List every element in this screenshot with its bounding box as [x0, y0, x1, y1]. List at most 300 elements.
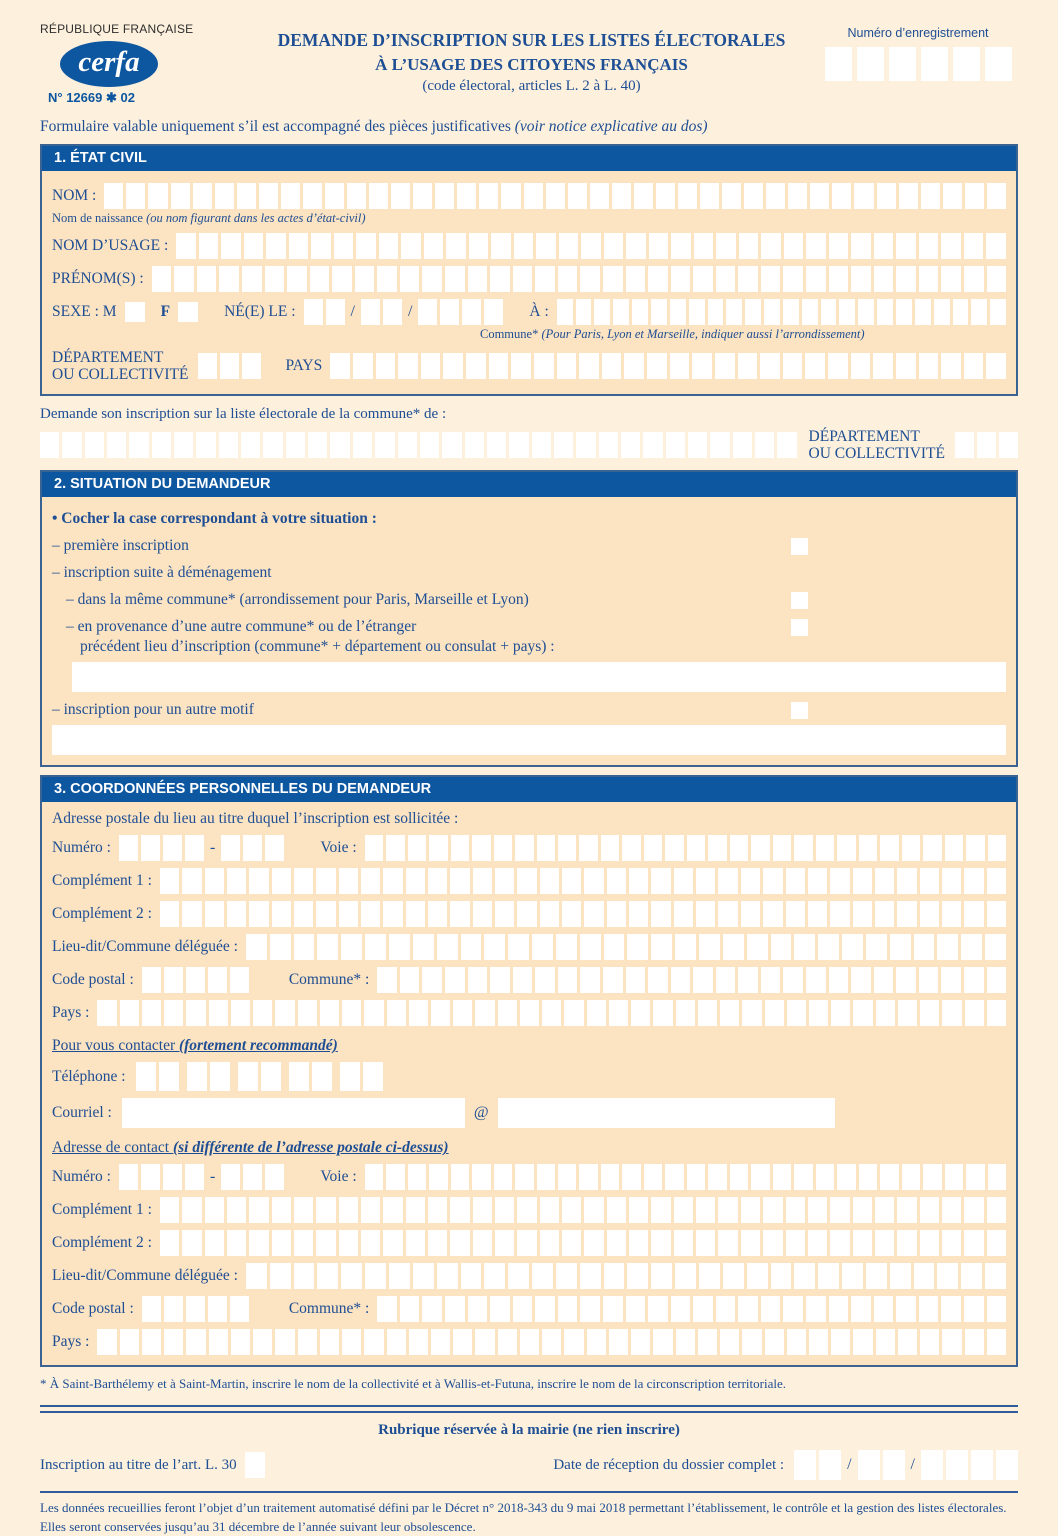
char-box[interactable]: [310, 266, 330, 292]
char-box[interactable]: [376, 353, 396, 379]
char-box[interactable]: [176, 233, 196, 259]
birth-day-input[interactable]: [304, 299, 345, 325]
char-box[interactable]: [437, 1263, 458, 1289]
char-box[interactable]: [580, 1296, 600, 1322]
char-box[interactable]: [607, 1230, 626, 1256]
char-box[interactable]: [806, 967, 826, 993]
char-box[interactable]: [602, 353, 622, 379]
char-box[interactable]: [413, 183, 432, 209]
char-box[interactable]: [532, 432, 551, 458]
char-box[interactable]: [674, 901, 693, 927]
char-box[interactable]: [424, 233, 444, 259]
char-box[interactable]: [540, 1197, 559, 1223]
char-box[interactable]: [718, 868, 737, 894]
contact-numero-input[interactable]: [119, 1164, 204, 1190]
char-box[interactable]: [186, 1000, 205, 1026]
char-box[interactable]: [773, 835, 791, 861]
char-box[interactable]: [653, 1329, 672, 1355]
char-box[interactable]: [495, 868, 514, 894]
char-box[interactable]: [696, 1197, 715, 1223]
char-box[interactable]: [819, 1450, 841, 1480]
char-box[interactable]: [440, 299, 459, 325]
char-box[interactable]: [985, 1263, 1006, 1289]
postal-numero-input[interactable]: [119, 835, 204, 861]
char-box[interactable]: [304, 299, 323, 325]
char-box[interactable]: [231, 1000, 250, 1026]
char-box[interactable]: [208, 967, 227, 993]
char-box[interactable]: [508, 934, 529, 960]
char-box[interactable]: [160, 868, 179, 894]
char-box[interactable]: [409, 1000, 428, 1026]
char-box[interactable]: [942, 868, 961, 894]
char-box[interactable]: [294, 901, 313, 927]
birth-departement-input[interactable]: [198, 353, 261, 379]
char-box[interactable]: [829, 266, 849, 292]
char-box[interactable]: [406, 901, 425, 927]
char-box[interactable]: [788, 183, 807, 209]
char-box[interactable]: [761, 266, 781, 292]
char-box[interactable]: [107, 432, 126, 458]
char-box[interactable]: [339, 901, 358, 927]
char-box[interactable]: [896, 353, 916, 379]
courriel-domain-input[interactable]: [498, 1098, 835, 1128]
char-box[interactable]: [243, 1164, 262, 1190]
char-box[interactable]: [964, 1296, 984, 1322]
char-box[interactable]: [716, 967, 736, 993]
char-box[interactable]: [651, 868, 670, 894]
char-box[interactable]: [920, 901, 939, 927]
char-box[interactable]: [786, 1197, 805, 1223]
char-box[interactable]: [326, 299, 345, 325]
char-box[interactable]: [540, 868, 559, 894]
char-box[interactable]: [289, 1062, 309, 1091]
char-box[interactable]: [445, 1296, 465, 1322]
char-box[interactable]: [587, 1000, 606, 1026]
char-box[interactable]: [330, 353, 350, 379]
char-box[interactable]: [986, 353, 1006, 379]
char-box[interactable]: [383, 901, 402, 927]
char-box[interactable]: [164, 1296, 183, 1322]
char-box[interactable]: [751, 835, 769, 861]
char-box[interactable]: [429, 835, 447, 861]
char-box[interactable]: [532, 1263, 553, 1289]
char-box[interactable]: [987, 901, 1006, 927]
char-box[interactable]: [647, 353, 667, 379]
char-box[interactable]: [896, 967, 916, 993]
char-box[interactable]: [294, 1230, 313, 1256]
char-box[interactable]: [818, 934, 839, 960]
char-box[interactable]: [230, 967, 249, 993]
char-box[interactable]: [739, 233, 759, 259]
char-box[interactable]: [400, 266, 420, 292]
char-box[interactable]: [613, 299, 629, 325]
char-box[interactable]: [923, 835, 941, 861]
char-box[interactable]: [490, 1296, 510, 1322]
char-box[interactable]: [805, 353, 825, 379]
char-box[interactable]: [520, 1329, 539, 1355]
char-box[interactable]: [542, 1329, 561, 1355]
char-box[interactable]: [160, 1197, 179, 1223]
char-box[interactable]: [62, 432, 81, 458]
char-box[interactable]: [249, 1197, 268, 1223]
char-box[interactable]: [629, 1230, 648, 1256]
char-box[interactable]: [164, 1329, 183, 1355]
char-box[interactable]: [971, 1450, 993, 1480]
char-box[interactable]: [990, 299, 1006, 325]
char-box[interactable]: [205, 901, 224, 927]
meme-commune-checkbox[interactable]: [791, 592, 808, 609]
char-box[interactable]: [472, 835, 490, 861]
char-box[interactable]: [85, 432, 104, 458]
char-box[interactable]: [298, 1329, 317, 1355]
char-box[interactable]: [671, 233, 691, 259]
char-box[interactable]: [546, 183, 565, 209]
char-box[interactable]: [877, 183, 896, 209]
char-box[interactable]: [219, 432, 238, 458]
char-box[interactable]: [272, 1230, 291, 1256]
char-box[interactable]: [716, 1296, 736, 1322]
char-box[interactable]: [196, 432, 215, 458]
char-box[interactable]: [287, 266, 307, 292]
char-box[interactable]: [955, 432, 974, 458]
char-box[interactable]: [517, 1197, 536, 1223]
char-box[interactable]: [629, 1197, 648, 1223]
char-box[interactable]: [601, 835, 619, 861]
art-l30-checkbox[interactable]: [245, 1452, 265, 1478]
char-box[interactable]: [942, 1230, 961, 1256]
char-box[interactable]: [866, 1263, 887, 1289]
char-box[interactable]: [294, 1197, 313, 1223]
char-box[interactable]: [182, 1197, 201, 1223]
char-box[interactable]: [921, 47, 948, 81]
char-box[interactable]: [524, 183, 543, 209]
char-box[interactable]: [696, 1230, 715, 1256]
char-box[interactable]: [475, 1329, 494, 1355]
char-box[interactable]: [120, 1329, 139, 1355]
char-box[interactable]: [809, 1329, 828, 1355]
char-box[interactable]: [342, 1329, 361, 1355]
char-box[interactable]: [249, 901, 268, 927]
char-box[interactable]: [564, 1329, 583, 1355]
char-box[interactable]: [281, 183, 300, 209]
char-box[interactable]: [601, 1164, 619, 1190]
char-box[interactable]: [142, 967, 161, 993]
char-box[interactable]: [558, 1164, 576, 1190]
char-box[interactable]: [726, 299, 742, 325]
char-box[interactable]: [651, 1230, 670, 1256]
char-box[interactable]: [377, 967, 397, 993]
autre-motif-input[interactable]: [52, 725, 1006, 755]
char-box[interactable]: [794, 1450, 816, 1480]
char-box[interactable]: [919, 353, 939, 379]
char-box[interactable]: [514, 233, 534, 259]
autre-commune-checkbox[interactable]: [791, 619, 808, 636]
char-box[interactable]: [379, 233, 399, 259]
char-box[interactable]: [540, 1230, 559, 1256]
nom-input[interactable]: [104, 183, 1006, 209]
char-box[interactable]: [784, 233, 804, 259]
char-box[interactable]: [557, 299, 573, 325]
char-box[interactable]: [484, 299, 503, 325]
char-box[interactable]: [763, 1197, 782, 1223]
char-box[interactable]: [648, 1296, 668, 1322]
char-box[interactable]: [915, 299, 931, 325]
char-box[interactable]: [966, 1164, 984, 1190]
char-box[interactable]: [920, 1000, 939, 1026]
char-box[interactable]: [722, 183, 741, 209]
char-box[interactable]: [937, 1263, 958, 1289]
char-box[interactable]: [428, 868, 447, 894]
char-box[interactable]: [671, 1296, 691, 1322]
char-box[interactable]: [842, 934, 863, 960]
char-box[interactable]: [104, 183, 123, 209]
char-box[interactable]: [182, 868, 201, 894]
inscription-departement-input[interactable]: [955, 432, 1018, 458]
reception-day-input[interactable]: [794, 1450, 841, 1480]
char-box[interactable]: [648, 266, 668, 292]
char-box[interactable]: [696, 868, 715, 894]
char-box[interactable]: [160, 1230, 179, 1256]
char-box[interactable]: [387, 1329, 406, 1355]
char-box[interactable]: [451, 835, 469, 861]
char-box[interactable]: [612, 183, 631, 209]
char-box[interactable]: [670, 299, 686, 325]
char-box[interactable]: [858, 1450, 880, 1480]
char-box[interactable]: [629, 868, 648, 894]
inscription-commune-input[interactable]: [40, 432, 797, 458]
char-box[interactable]: [40, 432, 59, 458]
char-box[interactable]: [164, 1000, 183, 1026]
char-box[interactable]: [599, 432, 618, 458]
char-box[interactable]: [342, 1000, 361, 1026]
char-box[interactable]: [742, 1000, 761, 1026]
char-box[interactable]: [977, 432, 996, 458]
char-box[interactable]: [406, 868, 425, 894]
char-box[interactable]: [741, 901, 760, 927]
char-box[interactable]: [361, 299, 380, 325]
char-box[interactable]: [829, 233, 849, 259]
char-box[interactable]: [964, 967, 984, 993]
char-box[interactable]: [498, 1000, 517, 1026]
char-box[interactable]: [120, 1000, 139, 1026]
char-box[interactable]: [400, 1296, 420, 1322]
char-box[interactable]: [580, 1263, 601, 1289]
char-box[interactable]: [542, 1000, 561, 1026]
char-box[interactable]: [220, 353, 239, 379]
contact-pays-input[interactable]: [97, 1329, 1006, 1355]
char-box[interactable]: [559, 233, 579, 259]
char-box[interactable]: [699, 1263, 720, 1289]
char-box[interactable]: [580, 967, 600, 993]
char-box[interactable]: [964, 1197, 983, 1223]
char-box[interactable]: [644, 835, 662, 861]
char-box[interactable]: [186, 1329, 205, 1355]
char-box[interactable]: [356, 233, 376, 259]
char-box[interactable]: [238, 1062, 258, 1091]
char-box[interactable]: [964, 901, 983, 927]
char-box[interactable]: [857, 47, 884, 81]
char-box[interactable]: [312, 1062, 332, 1091]
char-box[interactable]: [339, 868, 358, 894]
char-box[interactable]: [473, 901, 492, 927]
char-box[interactable]: [219, 266, 239, 292]
char-box[interactable]: [513, 967, 533, 993]
char-box[interactable]: [163, 835, 182, 861]
birth-year-input[interactable]: [418, 299, 503, 325]
char-box[interactable]: [760, 353, 780, 379]
char-box[interactable]: [484, 934, 505, 960]
char-box[interactable]: [763, 1230, 782, 1256]
telephone-digit-group[interactable]: [238, 1062, 281, 1091]
char-box[interactable]: [473, 1230, 492, 1256]
char-box[interactable]: [186, 1296, 205, 1322]
char-box[interactable]: [428, 1197, 447, 1223]
char-box[interactable]: [698, 1000, 717, 1026]
char-box[interactable]: [461, 934, 482, 960]
prenoms-input[interactable]: [152, 266, 1006, 292]
char-box[interactable]: [920, 1230, 939, 1256]
char-box[interactable]: [920, 1329, 939, 1355]
char-box[interactable]: [556, 1263, 577, 1289]
char-box[interactable]: [340, 1062, 360, 1091]
char-box[interactable]: [718, 901, 737, 927]
char-box[interactable]: [700, 183, 719, 209]
char-box[interactable]: [987, 1329, 1006, 1355]
char-box[interactable]: [272, 1197, 291, 1223]
char-box[interactable]: [898, 1329, 917, 1355]
char-box[interactable]: [829, 967, 849, 993]
postal-numero-bis-input[interactable]: [221, 835, 284, 861]
char-box[interactable]: [816, 1164, 834, 1190]
char-box[interactable]: [579, 1164, 597, 1190]
char-box[interactable]: [964, 1230, 983, 1256]
char-box[interactable]: [244, 233, 264, 259]
courriel-local-input[interactable]: [122, 1098, 465, 1128]
char-box[interactable]: [999, 432, 1018, 458]
char-box[interactable]: [517, 1230, 536, 1256]
char-box[interactable]: [230, 1296, 249, 1322]
char-box[interactable]: [744, 183, 763, 209]
contact-numero-bis-input[interactable]: [221, 1164, 284, 1190]
char-box[interactable]: [487, 432, 506, 458]
char-box[interactable]: [853, 868, 872, 894]
char-box[interactable]: [710, 432, 729, 458]
char-box[interactable]: [215, 183, 234, 209]
char-box[interactable]: [495, 901, 514, 927]
char-box[interactable]: [966, 835, 984, 861]
char-box[interactable]: [738, 353, 758, 379]
char-box[interactable]: [651, 901, 670, 927]
char-box[interactable]: [532, 934, 553, 960]
char-box[interactable]: [896, 233, 916, 259]
char-box[interactable]: [489, 353, 509, 379]
char-box[interactable]: [249, 868, 268, 894]
char-box[interactable]: [898, 1000, 917, 1026]
char-box[interactable]: [386, 1164, 404, 1190]
char-box[interactable]: [558, 266, 578, 292]
nom-usage-input[interactable]: [176, 233, 1006, 259]
char-box[interactable]: [325, 183, 344, 209]
char-box[interactable]: [987, 868, 1006, 894]
char-box[interactable]: [383, 1197, 402, 1223]
autre-motif-checkbox[interactable]: [791, 702, 808, 719]
reception-year-input[interactable]: [921, 1450, 1018, 1480]
char-box[interactable]: [883, 1450, 905, 1480]
char-box[interactable]: [996, 1450, 1018, 1480]
char-box[interactable]: [853, 1197, 872, 1223]
char-box[interactable]: [985, 934, 1006, 960]
char-box[interactable]: [902, 1164, 920, 1190]
char-box[interactable]: [987, 1000, 1006, 1026]
char-box[interactable]: [308, 432, 327, 458]
char-box[interactable]: [786, 1230, 805, 1256]
postal-commune-input[interactable]: [377, 967, 1006, 993]
char-box[interactable]: [874, 266, 894, 292]
postal-complement2-input[interactable]: [160, 901, 1006, 927]
char-box[interactable]: [174, 266, 194, 292]
char-box[interactable]: [675, 1263, 696, 1289]
char-box[interactable]: [708, 1164, 726, 1190]
char-box[interactable]: [674, 1197, 693, 1223]
char-box[interactable]: [205, 868, 224, 894]
postal-code-postal-input[interactable]: [142, 967, 249, 993]
char-box[interactable]: [859, 1164, 877, 1190]
char-box[interactable]: [609, 1329, 628, 1355]
char-box[interactable]: [197, 266, 217, 292]
char-box[interactable]: [431, 1000, 450, 1026]
char-box[interactable]: [897, 868, 916, 894]
char-box[interactable]: [421, 353, 441, 379]
char-box[interactable]: [383, 868, 402, 894]
char-box[interactable]: [171, 183, 190, 209]
char-box[interactable]: [665, 835, 683, 861]
char-box[interactable]: [330, 432, 349, 458]
char-box[interactable]: [253, 1329, 272, 1355]
char-box[interactable]: [142, 1329, 161, 1355]
telephone-digit-group[interactable]: [187, 1062, 230, 1091]
char-box[interactable]: [853, 1230, 872, 1256]
char-box[interactable]: [420, 432, 439, 458]
char-box[interactable]: [741, 868, 760, 894]
postal-lieudit-input[interactable]: [246, 934, 1006, 960]
char-box[interactable]: [809, 1000, 828, 1026]
char-box[interactable]: [261, 1062, 281, 1091]
char-box[interactable]: [581, 233, 601, 259]
char-box[interactable]: [626, 1296, 646, 1322]
char-box[interactable]: [851, 353, 871, 379]
char-box[interactable]: [562, 901, 581, 927]
char-box[interactable]: [875, 1197, 894, 1223]
char-box[interactable]: [185, 835, 204, 861]
char-box[interactable]: [472, 1164, 490, 1190]
char-box[interactable]: [400, 967, 420, 993]
char-box[interactable]: [227, 901, 246, 927]
char-box[interactable]: [934, 299, 950, 325]
char-box[interactable]: [687, 1164, 705, 1190]
char-box[interactable]: [919, 233, 939, 259]
char-box[interactable]: [422, 967, 442, 993]
char-box[interactable]: [227, 868, 246, 894]
char-box[interactable]: [562, 1197, 581, 1223]
char-box[interactable]: [182, 901, 201, 927]
char-box[interactable]: [897, 901, 916, 927]
char-box[interactable]: [580, 266, 600, 292]
char-box[interactable]: [787, 1000, 806, 1026]
char-box[interactable]: [794, 1164, 812, 1190]
char-box[interactable]: [490, 266, 510, 292]
char-box[interactable]: [450, 868, 469, 894]
char-box[interactable]: [466, 353, 486, 379]
